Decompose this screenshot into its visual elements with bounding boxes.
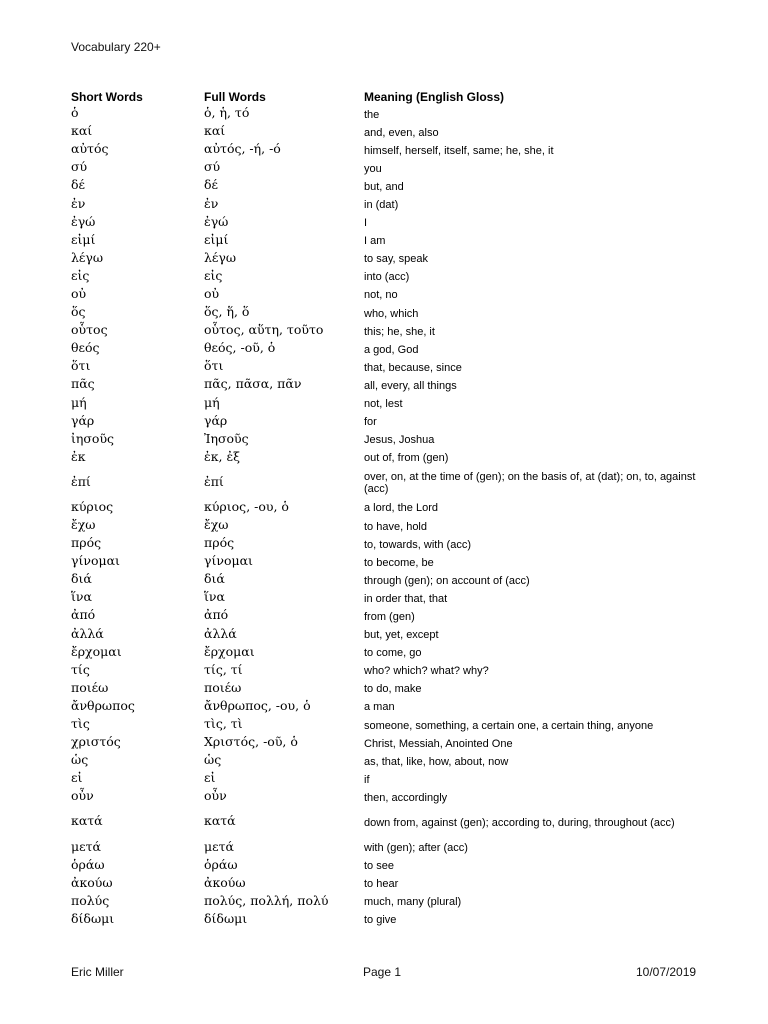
meaning-cell: I am — [364, 235, 386, 248]
full-word-cell: οὐ — [204, 285, 220, 301]
table-row — [71, 321, 711, 339]
table-row — [71, 249, 711, 267]
table-row — [71, 122, 711, 140]
meaning-cell: himself, herself, itself, same; he, she, it — [364, 144, 554, 157]
meaning-cell: but, and — [364, 180, 404, 193]
meaning-cell: I — [364, 217, 368, 230]
full-word-cell: ἐκ, ἐξ — [204, 448, 241, 464]
full-word-cell: κύριος, -ου, ὁ — [204, 498, 289, 514]
table-row — [71, 339, 711, 357]
meaning-cell: the — [364, 108, 380, 121]
short-word-cell: λέγω — [71, 249, 104, 265]
table-row — [71, 769, 711, 787]
meaning-cell: this; he, she, it — [364, 325, 435, 338]
table-header — [71, 90, 711, 104]
full-word-cell: αὐτός, -ή, -ό — [204, 141, 281, 157]
meaning-cell: you — [364, 162, 382, 175]
full-word-cell: πολύς, πολλή, πολύ — [204, 892, 329, 908]
meaning-cell: to do, make — [364, 683, 422, 696]
meaning-cell: not, lest — [364, 398, 403, 411]
full-word-cell: ὅτι — [204, 358, 224, 374]
full-word-cell: ἐπί — [204, 473, 224, 489]
full-word-cell: ἐν — [204, 195, 219, 211]
meaning-cell: all, every, all things — [364, 379, 457, 392]
short-word-cell: ὁράω — [71, 856, 105, 872]
meaning-cell: to hear — [364, 878, 399, 891]
short-word-cell: γίνομαι — [71, 553, 120, 569]
table-row — [71, 430, 711, 448]
document-title: Vocabulary 220+ — [71, 40, 161, 54]
table-row — [71, 498, 711, 516]
table-row — [71, 697, 711, 715]
footer-author: Eric Miller — [71, 965, 124, 979]
footer-date: 10/07/2019 — [636, 965, 697, 979]
table-row — [71, 679, 711, 697]
header-short-words: Short Words — [71, 90, 143, 104]
table-row — [71, 231, 711, 249]
short-word-cell: κατά — [71, 813, 103, 829]
full-word-cell: εἰ — [204, 770, 216, 786]
short-word-cell: ἀκούω — [71, 874, 113, 890]
short-word-cell: τίς — [71, 661, 90, 677]
full-word-cell: ἐγώ — [204, 213, 229, 229]
full-word-cell: πᾶς, πᾶσα, πᾶν — [204, 376, 302, 392]
full-word-cell: μετά — [204, 838, 234, 854]
full-word-cell: γίνομαι — [204, 553, 253, 569]
short-word-cell: θεός — [71, 340, 100, 356]
full-word-cell: μή — [204, 394, 220, 410]
short-word-cell: εἰμί — [71, 231, 96, 247]
short-word-cell: εἰ — [71, 770, 83, 786]
full-word-cell: πρός — [204, 535, 235, 551]
table-row — [71, 552, 711, 570]
meaning-cell: much, many (plural) — [364, 896, 462, 909]
meaning-cell: who? which? what? why? — [364, 665, 489, 678]
table-body — [71, 104, 711, 928]
vocabulary-table — [71, 90, 711, 928]
full-word-cell: ἀκούω — [204, 874, 246, 890]
full-word-cell: σύ — [204, 159, 221, 175]
full-word-cell: δίδωμι — [204, 910, 248, 926]
full-word-cell: Ἰησοῦς — [204, 430, 249, 446]
meaning-cell: for — [364, 416, 377, 429]
table-row — [71, 910, 711, 928]
short-word-cell: ὡς — [71, 752, 89, 768]
short-word-cell: ἀπό — [71, 607, 96, 623]
short-word-cell: μετά — [71, 838, 101, 854]
short-word-cell: ἐπί — [71, 473, 91, 489]
full-word-cell: ποιέω — [204, 679, 242, 695]
meaning-cell: someone, something, a certain one, a certain thing, anyone — [364, 719, 654, 732]
full-word-cell: ἔχω — [204, 517, 229, 533]
table-row — [71, 570, 711, 588]
short-word-cell: ὅτι — [71, 358, 91, 374]
short-word-cell: κύριος — [71, 498, 114, 514]
full-word-cell: ἔρχομαι — [204, 643, 255, 659]
table-row — [71, 448, 711, 466]
meaning-cell: in (dat) — [364, 199, 399, 212]
meaning-cell: to give — [364, 914, 397, 927]
table-row — [71, 588, 711, 606]
short-word-cell: μή — [71, 394, 87, 410]
short-word-cell: οὗτος — [71, 322, 108, 338]
header-meaning: Meaning (English Gloss) — [364, 90, 505, 104]
short-word-cell: ἄνθρωπος — [71, 697, 135, 713]
meaning-cell: to see — [364, 860, 394, 873]
table-row — [71, 606, 711, 624]
table-row — [71, 661, 711, 679]
meaning-cell: out of, from (gen) — [364, 452, 449, 465]
meaning-cell: down from, against (gen); according to, during, throughout (acc) — [364, 816, 675, 829]
short-word-cell: δίδωμι — [71, 910, 115, 926]
meaning-cell: who, which — [364, 307, 419, 320]
meaning-cell: to become, be — [364, 556, 434, 569]
short-word-cell: αὐτός — [71, 141, 109, 157]
short-word-cell: ὁ — [71, 105, 79, 121]
full-word-cell: καί — [204, 123, 226, 139]
table-row — [71, 104, 711, 122]
meaning-cell: but, yet, except — [364, 629, 439, 642]
meaning-cell: a god, God — [364, 343, 419, 356]
meaning-cell: in order that, that — [364, 592, 448, 605]
full-word-cell: Χριστός, -οῦ, ὁ — [204, 734, 298, 750]
short-word-cell: ἵνα — [71, 589, 92, 605]
table-row — [71, 643, 711, 661]
full-word-cell: οὗτος, αὕτη, τοῦτο — [204, 322, 324, 338]
full-word-cell: ἀλλά — [204, 625, 237, 641]
short-word-cell: ὅς — [71, 304, 86, 320]
table-row — [71, 176, 711, 194]
table-row — [71, 892, 711, 910]
table-row — [71, 213, 711, 231]
short-word-cell: πρός — [71, 535, 102, 551]
full-word-cell: ὁ, ἡ, τό — [204, 105, 250, 121]
meaning-cell: then, accordingly — [364, 791, 448, 804]
full-word-cell: ὅς, ἥ, ὅ — [204, 304, 250, 320]
short-word-cell: ἐν — [71, 195, 86, 211]
short-word-cell: ποιέω — [71, 679, 109, 695]
table-row — [71, 267, 711, 285]
table-row — [71, 625, 711, 643]
full-word-cell: ὡς — [204, 752, 222, 768]
meaning-cell: into (acc) — [364, 271, 410, 284]
meaning-cell: to come, go — [364, 647, 422, 660]
meaning-cell: to say, speak — [364, 253, 428, 266]
full-word-cell: δέ — [204, 177, 219, 193]
table-row — [71, 412, 711, 430]
table-row — [71, 357, 711, 375]
short-word-cell: σύ — [71, 159, 88, 175]
meaning-cell: if — [364, 773, 370, 786]
table-row — [71, 194, 711, 212]
meaning-cell: to, towards, with (acc) — [364, 538, 471, 551]
full-word-cell: ὁράω — [204, 856, 238, 872]
short-word-cell: καί — [71, 123, 93, 139]
full-word-cell: διά — [204, 571, 225, 587]
meaning-cell: Christ, Messiah, Anointed One — [364, 737, 513, 750]
meaning-cell: from (gen) — [364, 610, 415, 623]
table-row — [71, 466, 711, 498]
full-word-cell: ἵνα — [204, 589, 225, 605]
footer-page-number: Page 1 — [363, 965, 402, 979]
meaning-cell: over, on, at the time of (gen); on the basis of, at (dat); on, to, against (acc) — [364, 471, 696, 496]
meaning-cell: a man — [364, 701, 395, 714]
full-word-cell: οὖν — [204, 788, 227, 804]
full-word-cell: τὶς, τὶ — [204, 716, 243, 732]
full-word-cell: ἄνθρωπος, -ου, ὁ — [204, 697, 311, 713]
short-word-cell: πᾶς — [71, 376, 95, 392]
short-word-cell: ἔρχομαι — [71, 643, 122, 659]
meaning-cell: as, that, like, how, about, now — [364, 755, 509, 768]
table-row — [71, 874, 711, 892]
short-word-cell: πολύς — [71, 892, 110, 908]
full-word-cell: λέγω — [204, 249, 237, 265]
header-full-words: Full Words — [204, 90, 266, 104]
table-row — [71, 751, 711, 769]
meaning-cell: with (gen); after (acc) — [364, 842, 468, 855]
meaning-cell: not, no — [364, 289, 398, 302]
full-word-cell: γάρ — [204, 412, 228, 428]
short-word-cell: ἰησοῦς — [71, 430, 115, 446]
full-word-cell: ἀπό — [204, 607, 229, 623]
short-word-cell: χριστός — [71, 734, 121, 750]
short-word-cell: δέ — [71, 177, 86, 193]
table-row — [71, 733, 711, 751]
meaning-cell: that, because, since — [364, 361, 462, 374]
meaning-cell: and, even, also — [364, 126, 439, 139]
table-row — [71, 516, 711, 534]
table-row — [71, 158, 711, 176]
meaning-cell: to have, hold — [364, 520, 427, 533]
meaning-cell: a lord, the Lord — [364, 502, 438, 515]
short-word-cell: τὶς — [71, 716, 90, 732]
table-row — [71, 787, 711, 805]
full-word-cell: τίς, τί — [204, 661, 243, 677]
short-word-cell: οὐ — [71, 285, 87, 301]
meaning-cell: through (gen); on account of (acc) — [364, 574, 530, 587]
table-row — [71, 303, 711, 321]
short-word-cell: γάρ — [71, 412, 95, 428]
table-row — [71, 394, 711, 412]
meaning-cell: Jesus, Joshua — [364, 434, 435, 447]
short-word-cell: ἀλλά — [71, 625, 104, 641]
table-row — [71, 856, 711, 874]
table-row — [71, 285, 711, 303]
table-row — [71, 534, 711, 552]
short-word-cell: εἰς — [71, 267, 90, 283]
short-word-cell: ἐγώ — [71, 213, 96, 229]
table-row — [71, 715, 711, 733]
short-word-cell: οὖν — [71, 788, 94, 804]
full-word-cell: κατά — [204, 813, 236, 829]
short-word-cell: ἔχω — [71, 517, 96, 533]
table-row — [71, 837, 711, 855]
full-word-cell: εἰς — [204, 267, 223, 283]
table-row — [71, 375, 711, 393]
full-word-cell: θεός, -οῦ, ὁ — [204, 340, 276, 356]
table-row — [71, 805, 711, 837]
short-word-cell: ἐκ — [71, 448, 86, 464]
full-word-cell: εἰμί — [204, 231, 229, 247]
short-word-cell: διά — [71, 571, 92, 587]
table-row — [71, 140, 711, 158]
